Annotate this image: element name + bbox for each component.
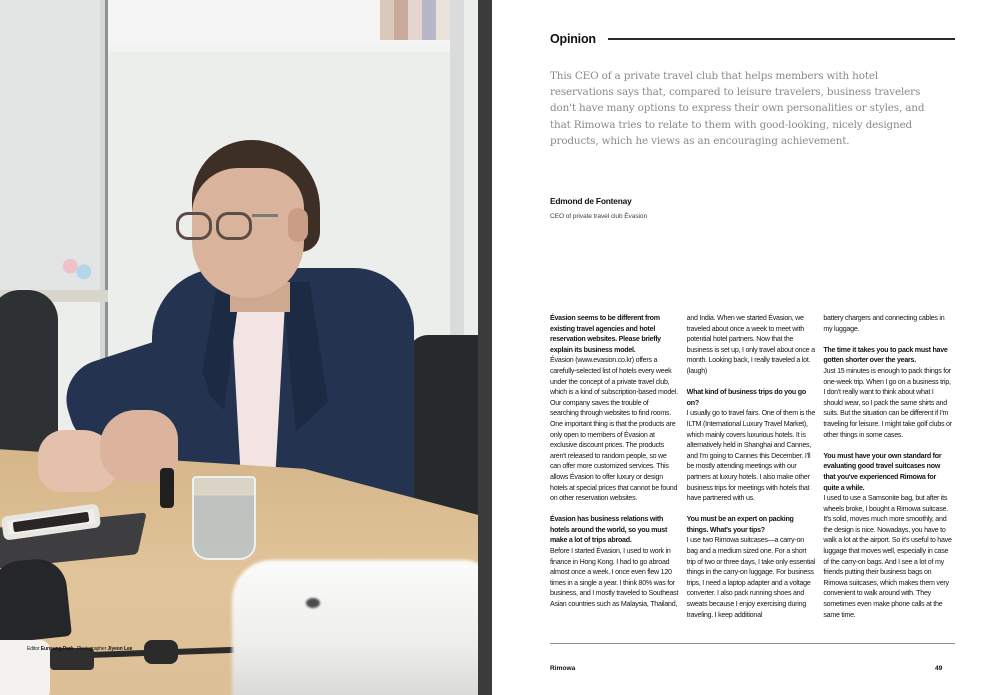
qa-paragraph	[823, 345, 952, 440]
interview-question: You must be an expert on packing things. What's your tips?	[686, 515, 794, 534]
qa-paragraph	[550, 313, 679, 504]
body-column-2	[687, 313, 824, 633]
ear	[288, 208, 308, 242]
bookshelf	[380, 0, 450, 40]
credit-photographer-name: Jiyeon Lee	[107, 646, 133, 652]
interview-answer: Just 15 minutes is enough to pack things for one-week trip. When I go on a business trip, I don't really want to think about what I should wear, so I pack the same shirts and suits. But the situation can be different if I'm traveling for leisure. I might take golf clubs or other things in some cases.	[823, 366, 952, 439]
interview-answer: I use two Rimowa suitcases—a carry-on bag and a medium sized one. For a short trip of two or three days, I take only essential things in the carry-on luggage. For business trips, I need a laptop adapter and a voltage converter. I also pack running shoes and sweats because I enjoy exercising during traveling. I keep additional	[686, 536, 816, 619]
interview-question: Évasion seems to be different from existing travel agencies and hotel reservation websites. Please briefly explain its business model.	[550, 314, 661, 354]
body-column-1	[550, 313, 687, 633]
door-frame	[450, 0, 464, 360]
qa-paragraph	[550, 514, 679, 609]
interview-answer: Évasion (www.evasion.co.kr) offers a carefully-selected list of hotels every week under the concept of a private travel club, which is a kind of subscription-based model. Our company saves the trouble of searching through websites to find rooms. One important thing is that the products are only open to members of Évasion at exclusive discount prices. The products aren't released to random people, so we can offer more customized services. This allows Évasion to offer luxury or design hotels at special prices that cannot be found on other reservation websites.	[550, 356, 678, 503]
wall-sticker	[60, 255, 94, 283]
interview-answer: battery chargers and connecting cables in my luggage.	[823, 314, 945, 333]
section-title: Opinion	[550, 32, 596, 46]
wristwatch-icon	[160, 468, 174, 508]
glasses-icon	[176, 208, 274, 242]
interview-question: What kind of business trips do you go on?	[686, 388, 806, 407]
photo-credit	[27, 646, 132, 652]
cable-ferrite	[144, 640, 178, 664]
page-gutter-shadow	[478, 0, 492, 695]
lede-paragraph: This CEO of a private travel club that helps members with hotel reservations says that, compared to leisure travelers, business travelers don't have many options to express their own personalities or styles, and that Rimowa tries to relate to them with good-looking, nicely designed products, which he views as an encouraging achievement.	[550, 70, 925, 147]
qa-paragraph	[823, 451, 952, 621]
interview-question: The time it takes you to pack must have gotten shorter over the years.	[823, 345, 948, 365]
projector	[232, 560, 492, 695]
article-body	[550, 313, 960, 633]
body-column-3	[823, 313, 960, 633]
section-header	[550, 32, 955, 46]
credit-photographer-label: Photographer	[77, 646, 107, 652]
projector-lens	[306, 598, 320, 608]
interview-answer: I usually go to travel fairs. One of them is the ILTM (International Luxury Travel Market), which mainly covers luxurious hotels. It is alternatively held in Shanghai and Cannes, and I'm going to Cannes this December. I'll be mostly attending meetings with our partners at luxury hotels. I also make other business trips for meetings with hotels that have partnered with us.	[686, 409, 816, 503]
interview-answer: and India. When we started Évasion, we traveled about once a week to meet with potential hotel partners. Now that the business is set up, I only travel about once a month. Looking back, I really traveled a lot. (laugh)	[686, 314, 815, 375]
qa-paragraph	[687, 514, 816, 620]
byline-role: CEO of private travel club Évasion	[550, 213, 648, 220]
byline-name: Edmond de Fontenay	[550, 196, 632, 206]
credit-editor-label: Editor	[27, 646, 40, 652]
page-number: 49	[935, 665, 943, 672]
footer-rule	[550, 643, 955, 644]
qa-paragraph	[687, 387, 816, 504]
publication-name: Rimowa	[550, 665, 576, 672]
interview-question: Évasion has business relations with hotels around the world, so you must make a lot of trips abroad.	[550, 515, 668, 545]
water-glass	[192, 476, 256, 560]
interview-question: You must have your own standard for evaluating good travel suitcases now that you've experienced Rimowa for quite a while.	[823, 451, 942, 492]
credit-editor-name: Eunsung Park	[40, 646, 74, 652]
interview-photo	[0, 0, 492, 695]
qa-paragraph	[687, 313, 816, 377]
interview-answer: I used to use a Samsonite bag, but after its wheels broke, I bought a Rimowa suitcase. It's solid, moves much more smoothly, and the design is nice. Nowadays, you have to walk a lot at the airport. So it's useful to have luggage that moves well, especially in case of the carry-on bags. And I see a lot of my friends putting their business bags on Rimowa suitcases, which makes them very convenient to walk around with. They sometimes even make phone calls at the same time.	[823, 494, 952, 619]
window-transom	[108, 42, 453, 52]
article-page	[492, 0, 985, 695]
qa-paragraph	[823, 313, 952, 334]
interview-answer: Before I started Évasion, I used to work in finance in Hong Kong. I had to go abroad almost once a week. I once even flew 120 times in a single a year. I think 80% was for business, and I mostly traveled to Southeast Asian countries such as Malaysia, Thailand,	[550, 547, 679, 609]
section-rule	[608, 38, 955, 40]
